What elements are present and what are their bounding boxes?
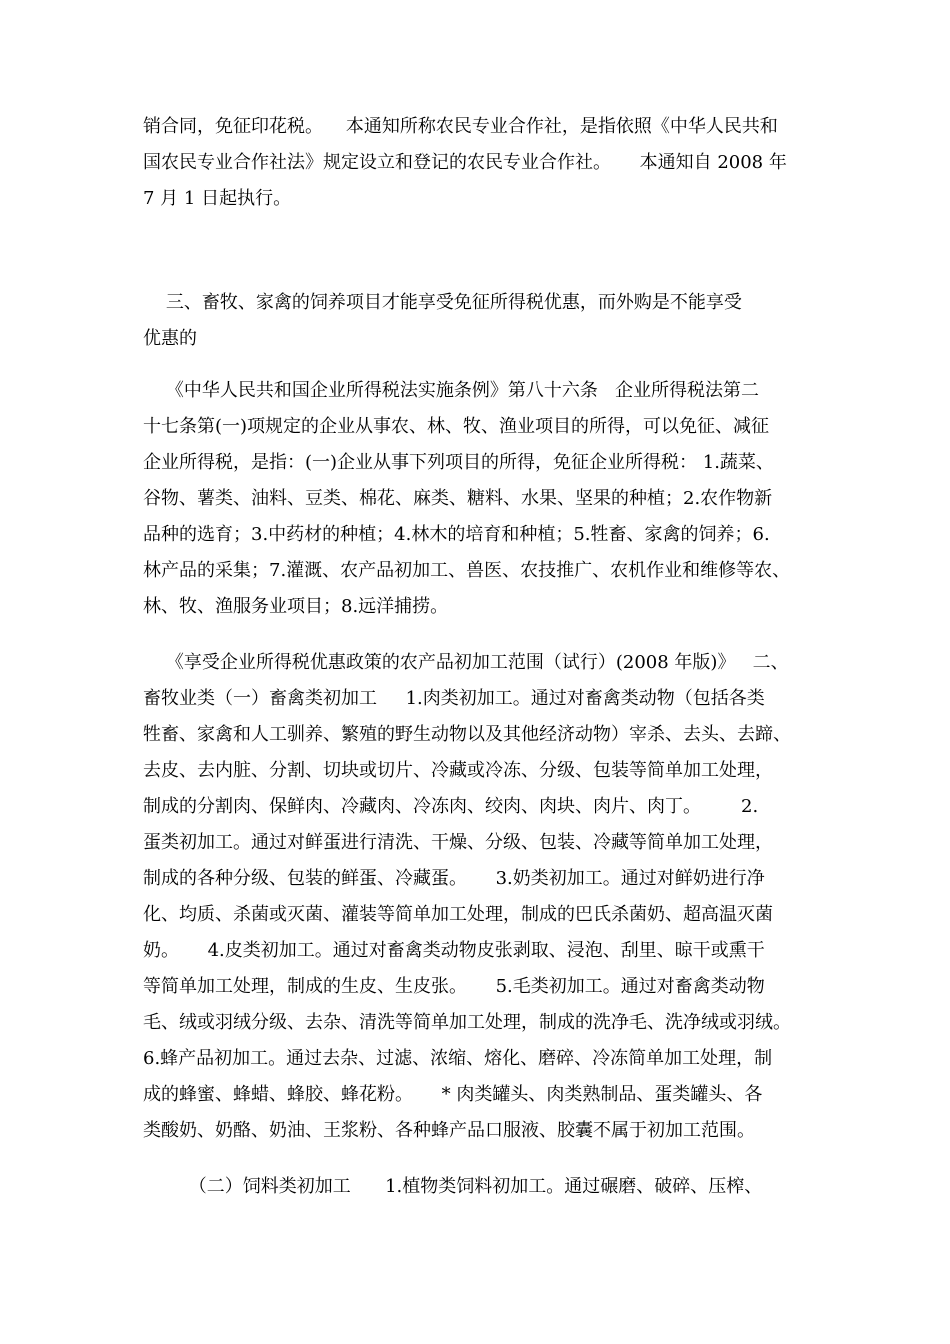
text-line: 《享受企业所得税优惠政策的农产品初加工范围（试行）(2008 年版)》 二、 xyxy=(143,652,789,673)
text-line: 国农民专业合作社法》规定设立和登记的农民专业合作社。 本通知自 2008 年 xyxy=(143,152,787,173)
text-line: 等简单加工处理，制成的生皮、生皮张。 5.毛类初加工。通过对畜禽类动物 xyxy=(143,976,765,997)
text-line: 7 月 1 日起执行。 xyxy=(143,188,292,209)
text-line: 企业所得税，是指：(一)企业从事下列项目的所得，免征企业所得税： 1.蔬菜、 xyxy=(143,452,774,473)
text-line: 成的蜂蜜、蜂蜡、蜂胶、蜂花粉。 * 肉类罐头、肉类熟制品、蛋类罐头、各 xyxy=(143,1084,763,1105)
text-line: 6.蜂产品初加工。通过去杂、过滤、浓缩、熔化、磨碎、冷冻简单加工处理，制 xyxy=(143,1048,773,1069)
section-heading: 优惠的 xyxy=(143,328,197,349)
text-line: 林、牧、渔服务业项目；8.远洋捕捞。 xyxy=(143,596,449,617)
text-line: 奶。 4.皮类初加工。通过对畜禽类动物皮张剥取、浸泡、刮里、晾干或熏干 xyxy=(143,940,765,961)
text-line: （二）饲料类初加工 1.植物类饲料初加工。通过碾磨、破碎、压榨、 xyxy=(143,1176,763,1197)
text-line: 十七条第(一)项规定的企业从事农、林、牧、渔业项目的所得，可以免征、减征 xyxy=(143,416,770,437)
text-line: 毛、绒或羽绒分级、去杂、清洗等简单加工处理，制成的洗净毛、洗净绒或羽绒。 xyxy=(143,1012,791,1033)
text-line: 制成的分割肉、保鲜肉、冷藏肉、冷冻肉、绞肉、肉块、肉片、肉丁。 2. xyxy=(143,796,759,817)
text-line: 类酸奶、奶酪、奶油、王浆粉、各种蜂产品口服液、胶囊不属于初加工范围。 xyxy=(143,1120,755,1141)
text-line: 畜牧业类（一）畜禽类初加工 1.肉类初加工。通过对畜禽类动物（包括各类 xyxy=(143,688,765,709)
text-line: 林产品的采集；7.灌溉、农产品初加工、兽医、农技推广、农机作业和维修等农、 xyxy=(143,560,791,581)
text-line: 化、均质、杀菌或灭菌、灌装等简单加工处理，制成的巴氏杀菌奶、超高温灭菌 xyxy=(143,904,773,925)
text-line: 《中华人民共和国企业所得税法实施条例》第八十六条 企业所得税法第二 xyxy=(143,380,760,401)
text-line: 制成的各种分级、包装的鲜蛋、冷藏蛋。 3.奶类初加工。通过对鲜奶进行净 xyxy=(143,868,765,889)
text-line: 去皮、去内脏、分割、切块或切片、冷藏或冷冻、分级、包装等简单加工处理， xyxy=(143,760,773,781)
text-line: 谷物、薯类、油料、豆类、棉花、麻类、糖料、水果、坚果的种植；2.农作物新 xyxy=(143,488,773,509)
section-heading: 三、畜牧、家禽的饲养项目才能享受免征所得税优惠，而外购是不能享受 xyxy=(143,292,742,313)
text-line: 蛋类初加工。通过对鲜蛋进行清洗、干燥、分级、包装、冷藏等简单加工处理， xyxy=(143,832,773,853)
text-line: 销合同，免征印花税。 本通知所称农民专业合作社，是指依照《中华人民共和 xyxy=(143,116,778,137)
text-line: 品种的选育；3.中药材的种植；4.林木的培育和种植；5.牲畜、家禽的饲养；6. xyxy=(143,524,770,545)
text-line: 牲畜、家禽和人工驯养、繁殖的野生动物以及其他经济动物）宰杀、去头、去蹄、 xyxy=(143,724,791,745)
